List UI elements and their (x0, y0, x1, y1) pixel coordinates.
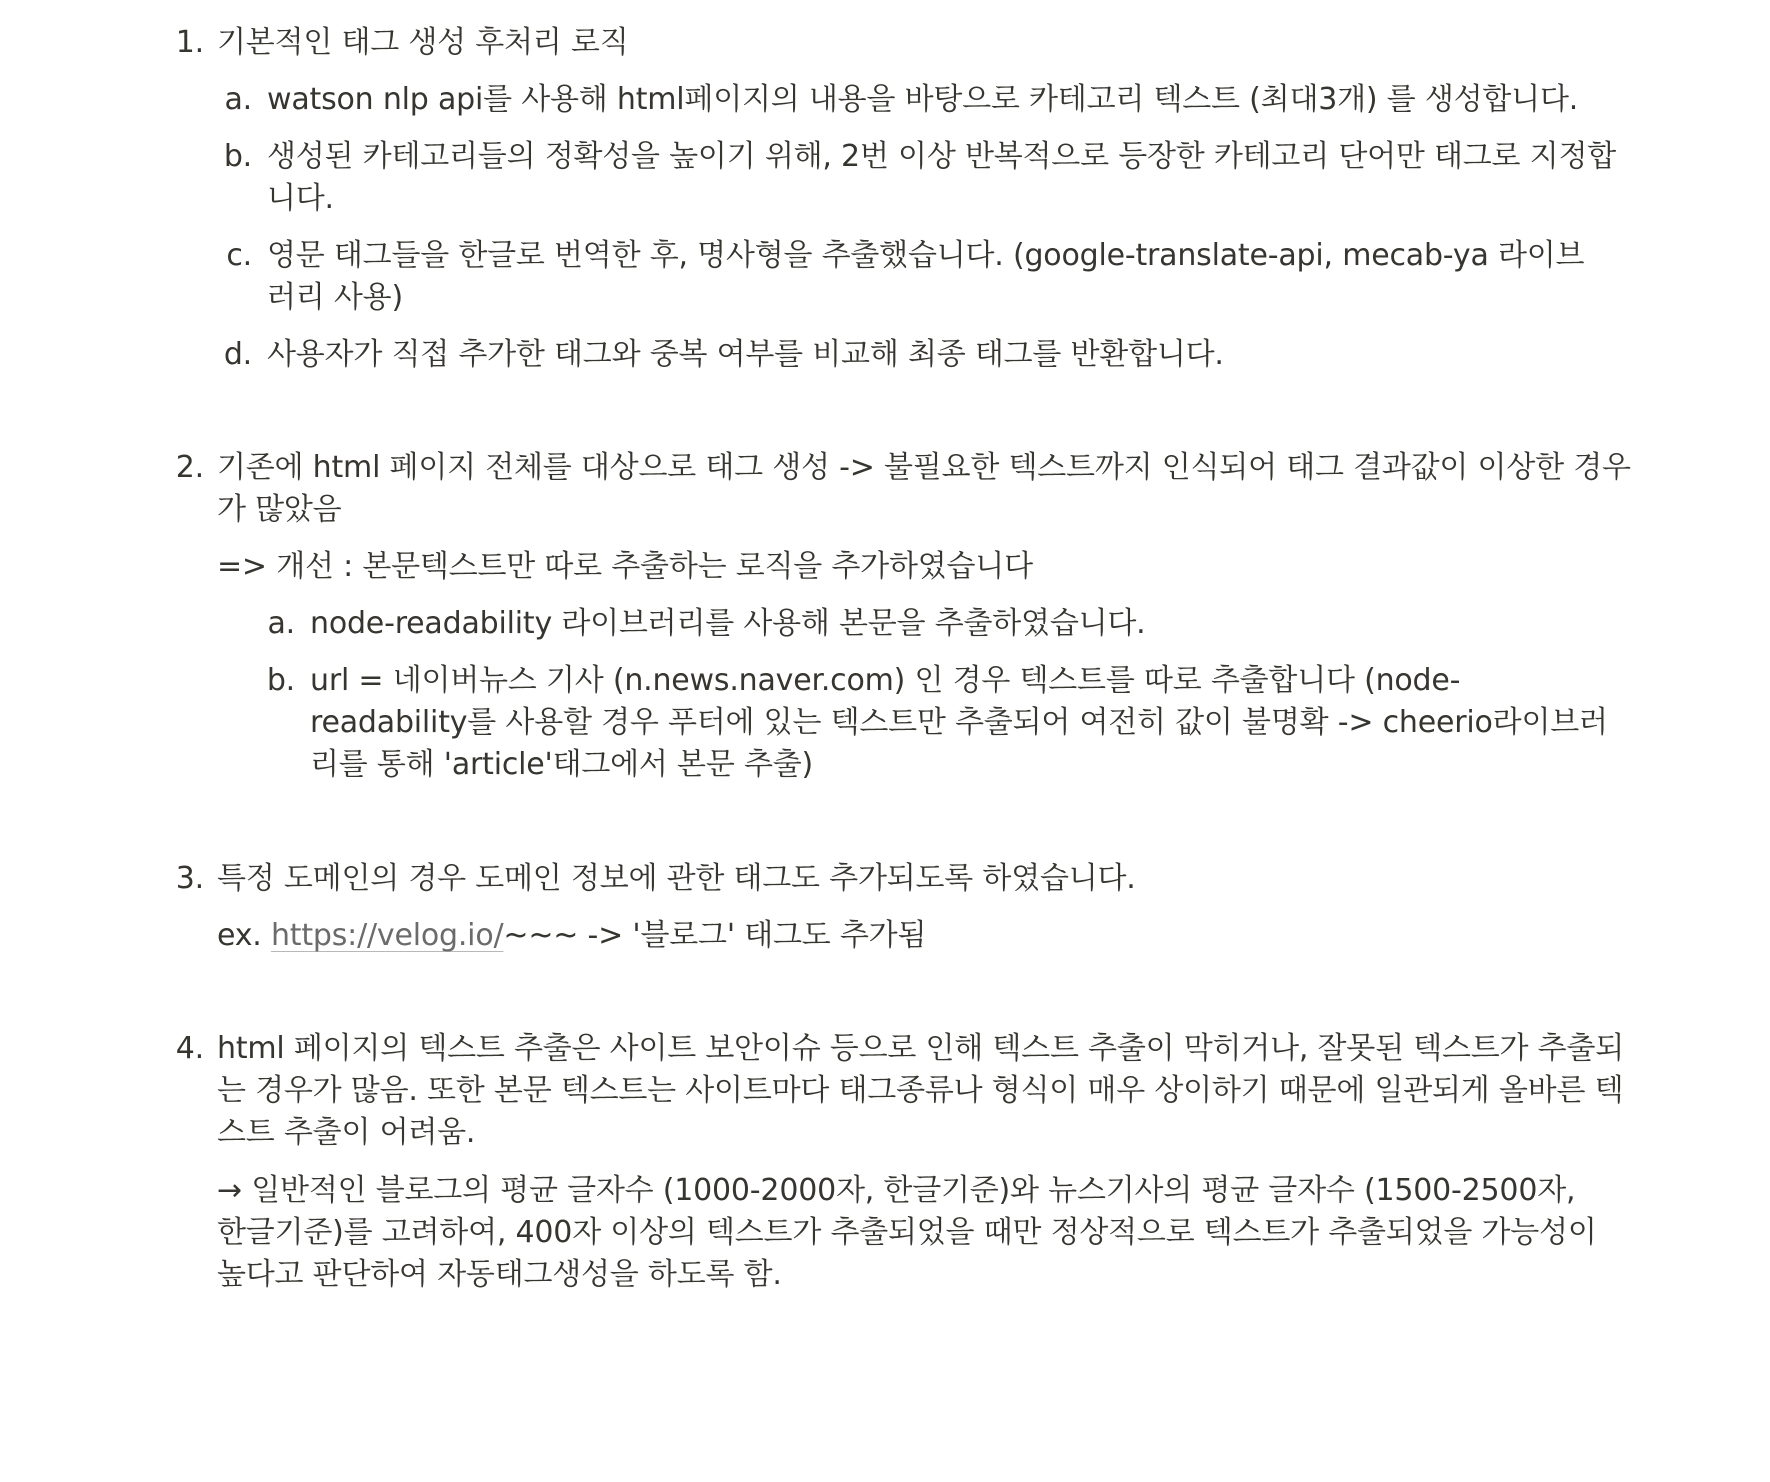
sub-item-line: node-readability 라이브러리를 사용해 본문을 추출하였습니다. (310, 606, 1146, 641)
velog-link[interactable]: https://velog.io/ (270, 918, 504, 953)
sub-item-line: 영문 태그들을 한글로 번역한 후, 명사형을 추출했습니다. (google-translate-api, mecab-ya 라이브 (267, 238, 1585, 273)
sub-item-line: 사용자가 직접 추가한 태그와 중복 여부를 비교해 최종 태그를 반환합니다. (267, 337, 1224, 372)
list-item-line: 스트 추출이 어려움. (217, 1115, 476, 1150)
note-line: → 일반적인 블로그의 평균 글자수 (1000-2000자, 한글기준)와 뉴스기사의 평균 글자수 (1500-2500자, (217, 1173, 1576, 1208)
list-marker: 3. (175, 861, 204, 896)
list-item-line: 가 많았음 (217, 492, 342, 527)
sub-item-1c (202, 232, 1652, 328)
list-item-3 (144, 855, 1644, 903)
sub-item-1d (202, 331, 1652, 379)
list-item-1 (144, 19, 1644, 67)
sub-item-1a (202, 76, 1652, 124)
list-item-line: 는 경우가 많음. 또한 본문 텍스트는 사이트마다 태그종류나 형식이 매우 상이하기 때문에 일관되게 올바른 텍 (217, 1073, 1624, 1108)
sub-marker: b. (266, 663, 295, 698)
sub-item-line: 생성된 카테고리들의 정확성을 높이기 위해, 2번 이상 반복적으로 등장한 카테고리 단어만 태그로 지정합 (267, 139, 1617, 174)
sub-item-line: watson nlp api를 사용해 html페이지의 내용을 바탕으로 카테고리 텍스트 (최대3개) 를 생성합니다. (267, 82, 1579, 117)
sub-marker: b. (223, 139, 252, 174)
sub-item-line: 리를 통해 'article'태그에서 본문 추출) (310, 747, 814, 782)
example-line (217, 912, 1617, 960)
note-line: 높다고 판단하여 자동태그생성을 하도록 함. (217, 1257, 782, 1292)
note-line: 한글기준)를 고려하여, 400자 이상의 텍스트가 추출되었을 때만 정상적으로 텍스트가 추출되었을 가능성이 (217, 1215, 1597, 1250)
sub-item-1b (202, 133, 1652, 229)
sub-item-2b (245, 657, 1655, 801)
sub-marker: a. (224, 82, 252, 117)
list-item-text: 기본적인 태그 생성 후처리 로직 (217, 25, 629, 60)
list-marker: 2. (175, 450, 204, 485)
sub-marker: a. (267, 606, 295, 641)
list-item-4 (144, 1025, 1654, 1169)
sub-item-line: 니다. (267, 181, 334, 216)
sub-marker: d. (223, 337, 252, 372)
sub-item-line: readability를 사용할 경우 푸터에 있는 텍스트만 추출되어 여전히 값이 불명확 -> cheerio라이브러 (310, 705, 1608, 740)
list-item-text: 특정 도메인의 경우 도메인 정보에 관한 태그도 추가되도록 하였습니다. (217, 861, 1136, 896)
conclusion-note (217, 1167, 1657, 1311)
list-item-line: 기존에 html 페이지 전체를 대상으로 태그 생성 -> 불필요한 텍스트까지 인식되어 태그 결과값이 이상한 경우 (217, 450, 1631, 485)
list-marker: 4. (175, 1031, 204, 1066)
sub-marker: c. (226, 238, 252, 273)
improvement-note (217, 543, 1617, 591)
list-item-2 (144, 444, 1654, 540)
note-text: => 개선 : 본문텍스트만 따로 추출하는 로직을 추가하였습니다 (217, 549, 1033, 584)
sub-item-line: url = 네이버뉴스 기사 (n.news.naver.com) 인 경우 텍스트를 따로 추출합니다 (node- (310, 663, 1461, 698)
list-item-line: html 페이지의 텍스트 추출은 사이트 보안이슈 등으로 인해 텍스트 추출이 막히거나, 잘못된 텍스트가 추출되 (217, 1031, 1624, 1066)
sub-item-line: 러리 사용) (267, 280, 403, 315)
example-prefix: ex. (217, 918, 271, 953)
example-text (217, 912, 926, 960)
sub-item-2a (245, 600, 1655, 648)
list-marker: 1. (175, 25, 204, 60)
example-suffix: ~~~ -> '블로그' 태그도 추가됨 (503, 918, 927, 953)
